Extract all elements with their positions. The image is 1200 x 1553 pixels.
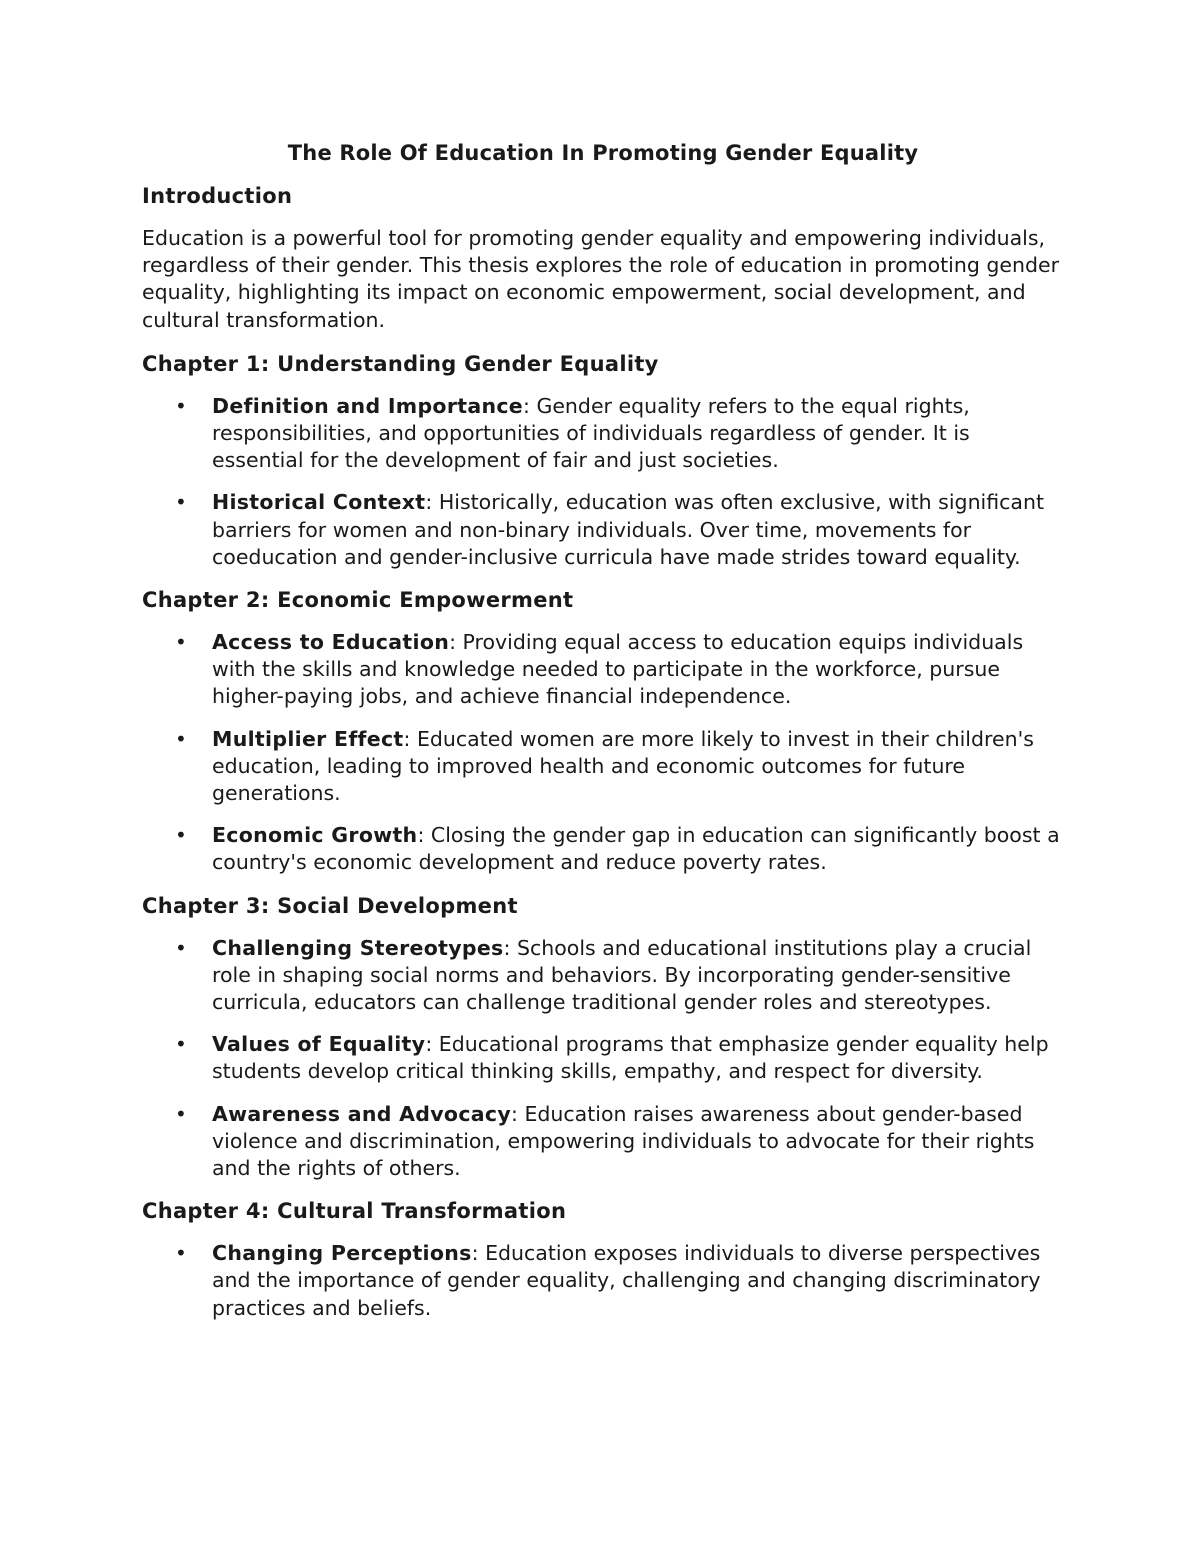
bullet-icon: • <box>175 490 187 515</box>
list-item <box>142 489 1064 571</box>
item-term: Historical Context <box>212 490 426 515</box>
bullet-icon: • <box>175 823 187 848</box>
list-item <box>142 629 1064 711</box>
item-text: : Educated women are more likely to invest in their children's education, leading to improved health and economic outcomes for future generations. <box>212 726 1034 806</box>
bullet-icon: • <box>175 1101 187 1126</box>
item-text: : Closing the gender gap in education can significantly boost a country's economic development and reduce poverty rates. <box>212 823 1060 875</box>
item-text: : Providing equal access to education equips individuals with the skills and knowledge needed to participate in the workforce, pursue higher-paying jobs, and achieve financial independence. <box>212 630 1024 709</box>
document-body <box>142 138 1064 1337</box>
introduction-heading: Introduction <box>142 184 293 208</box>
bullet-icon: • <box>175 393 187 418</box>
list-item <box>142 1240 1064 1322</box>
item-term: Challenging Stereotypes <box>212 935 504 960</box>
item-text: : Education raises awareness about gender-based violence and discrimination, empowering individuals to advocate for their rights and the rights of others. <box>212 1101 1035 1181</box>
item-text: : Education exposes individuals to diverse perspectives and the importance of gender equality, challenging and changing discriminatory practices and beliefs. <box>212 1241 1041 1320</box>
chapter-3-heading: Chapter 3: Social Development <box>142 893 518 918</box>
bullet-icon: • <box>175 630 187 655</box>
document-title: The Role Of Education In Promoting Gender Equality <box>287 141 919 165</box>
bullet-icon: • <box>175 1032 187 1057</box>
item-text: : Historically, education was often exclusive, with significant barriers for women and non-binary individuals. Over time, movements for coeducation and gender-inclusive curricula have made strides toward equality. <box>212 490 1045 569</box>
item-term: Multiplier Effect <box>212 726 404 751</box>
list-item <box>142 1101 1064 1183</box>
item-term: Values of Equality <box>212 1032 426 1057</box>
item-term: Definition and Importance <box>212 393 524 418</box>
list-item <box>142 822 1064 876</box>
item-term: Changing Perceptions <box>212 1241 472 1266</box>
item-term: Awareness and Advocacy <box>212 1101 512 1126</box>
list-item <box>142 935 1064 1017</box>
item-text: : Educational programs that emphasize gender equality help students develop critical thinking skills, empathy, and respect for diversity. <box>212 1032 1049 1084</box>
chapter-4-list <box>142 1240 1064 1322</box>
item-term: Access to Education <box>212 630 450 655</box>
chapter-2-heading: Chapter 2: Economic Empowerment <box>142 588 574 613</box>
item-text: : Gender equality refers to the equal rights, responsibilities, and opportunities of individuals regardless of gender. It is essential for the development of fair and just societies. <box>212 393 970 473</box>
list-item <box>142 1031 1064 1085</box>
introduction-paragraph: Education is a powerful tool for promoting gender equality and empowering individuals, regardless of their gender. This thesis explores the role of education in promoting gender equality, highlighting its impact on economic empowerment, social development, and cultural transformation. <box>142 226 1060 332</box>
list-item <box>142 726 1064 808</box>
chapter-2-list <box>142 629 1064 877</box>
chapter-1-heading: Chapter 1: Understanding Gender Equality <box>142 351 659 376</box>
list-item <box>142 393 1064 475</box>
bullet-icon: • <box>175 935 187 960</box>
chapter-3-list <box>142 935 1064 1183</box>
item-text: : Schools and educational institutions play a crucial role in shaping social norms and behaviors. By incorporating gender-sensitive curricula, educators can challenge traditional gender roles and stereotypes. <box>212 935 1032 1015</box>
bullet-icon: • <box>175 1241 187 1266</box>
chapter-4-heading: Chapter 4: Cultural Transformation <box>142 1199 567 1224</box>
chapter-1-list <box>142 393 1064 571</box>
bullet-icon: • <box>175 726 187 751</box>
item-term: Economic Growth <box>212 823 418 848</box>
